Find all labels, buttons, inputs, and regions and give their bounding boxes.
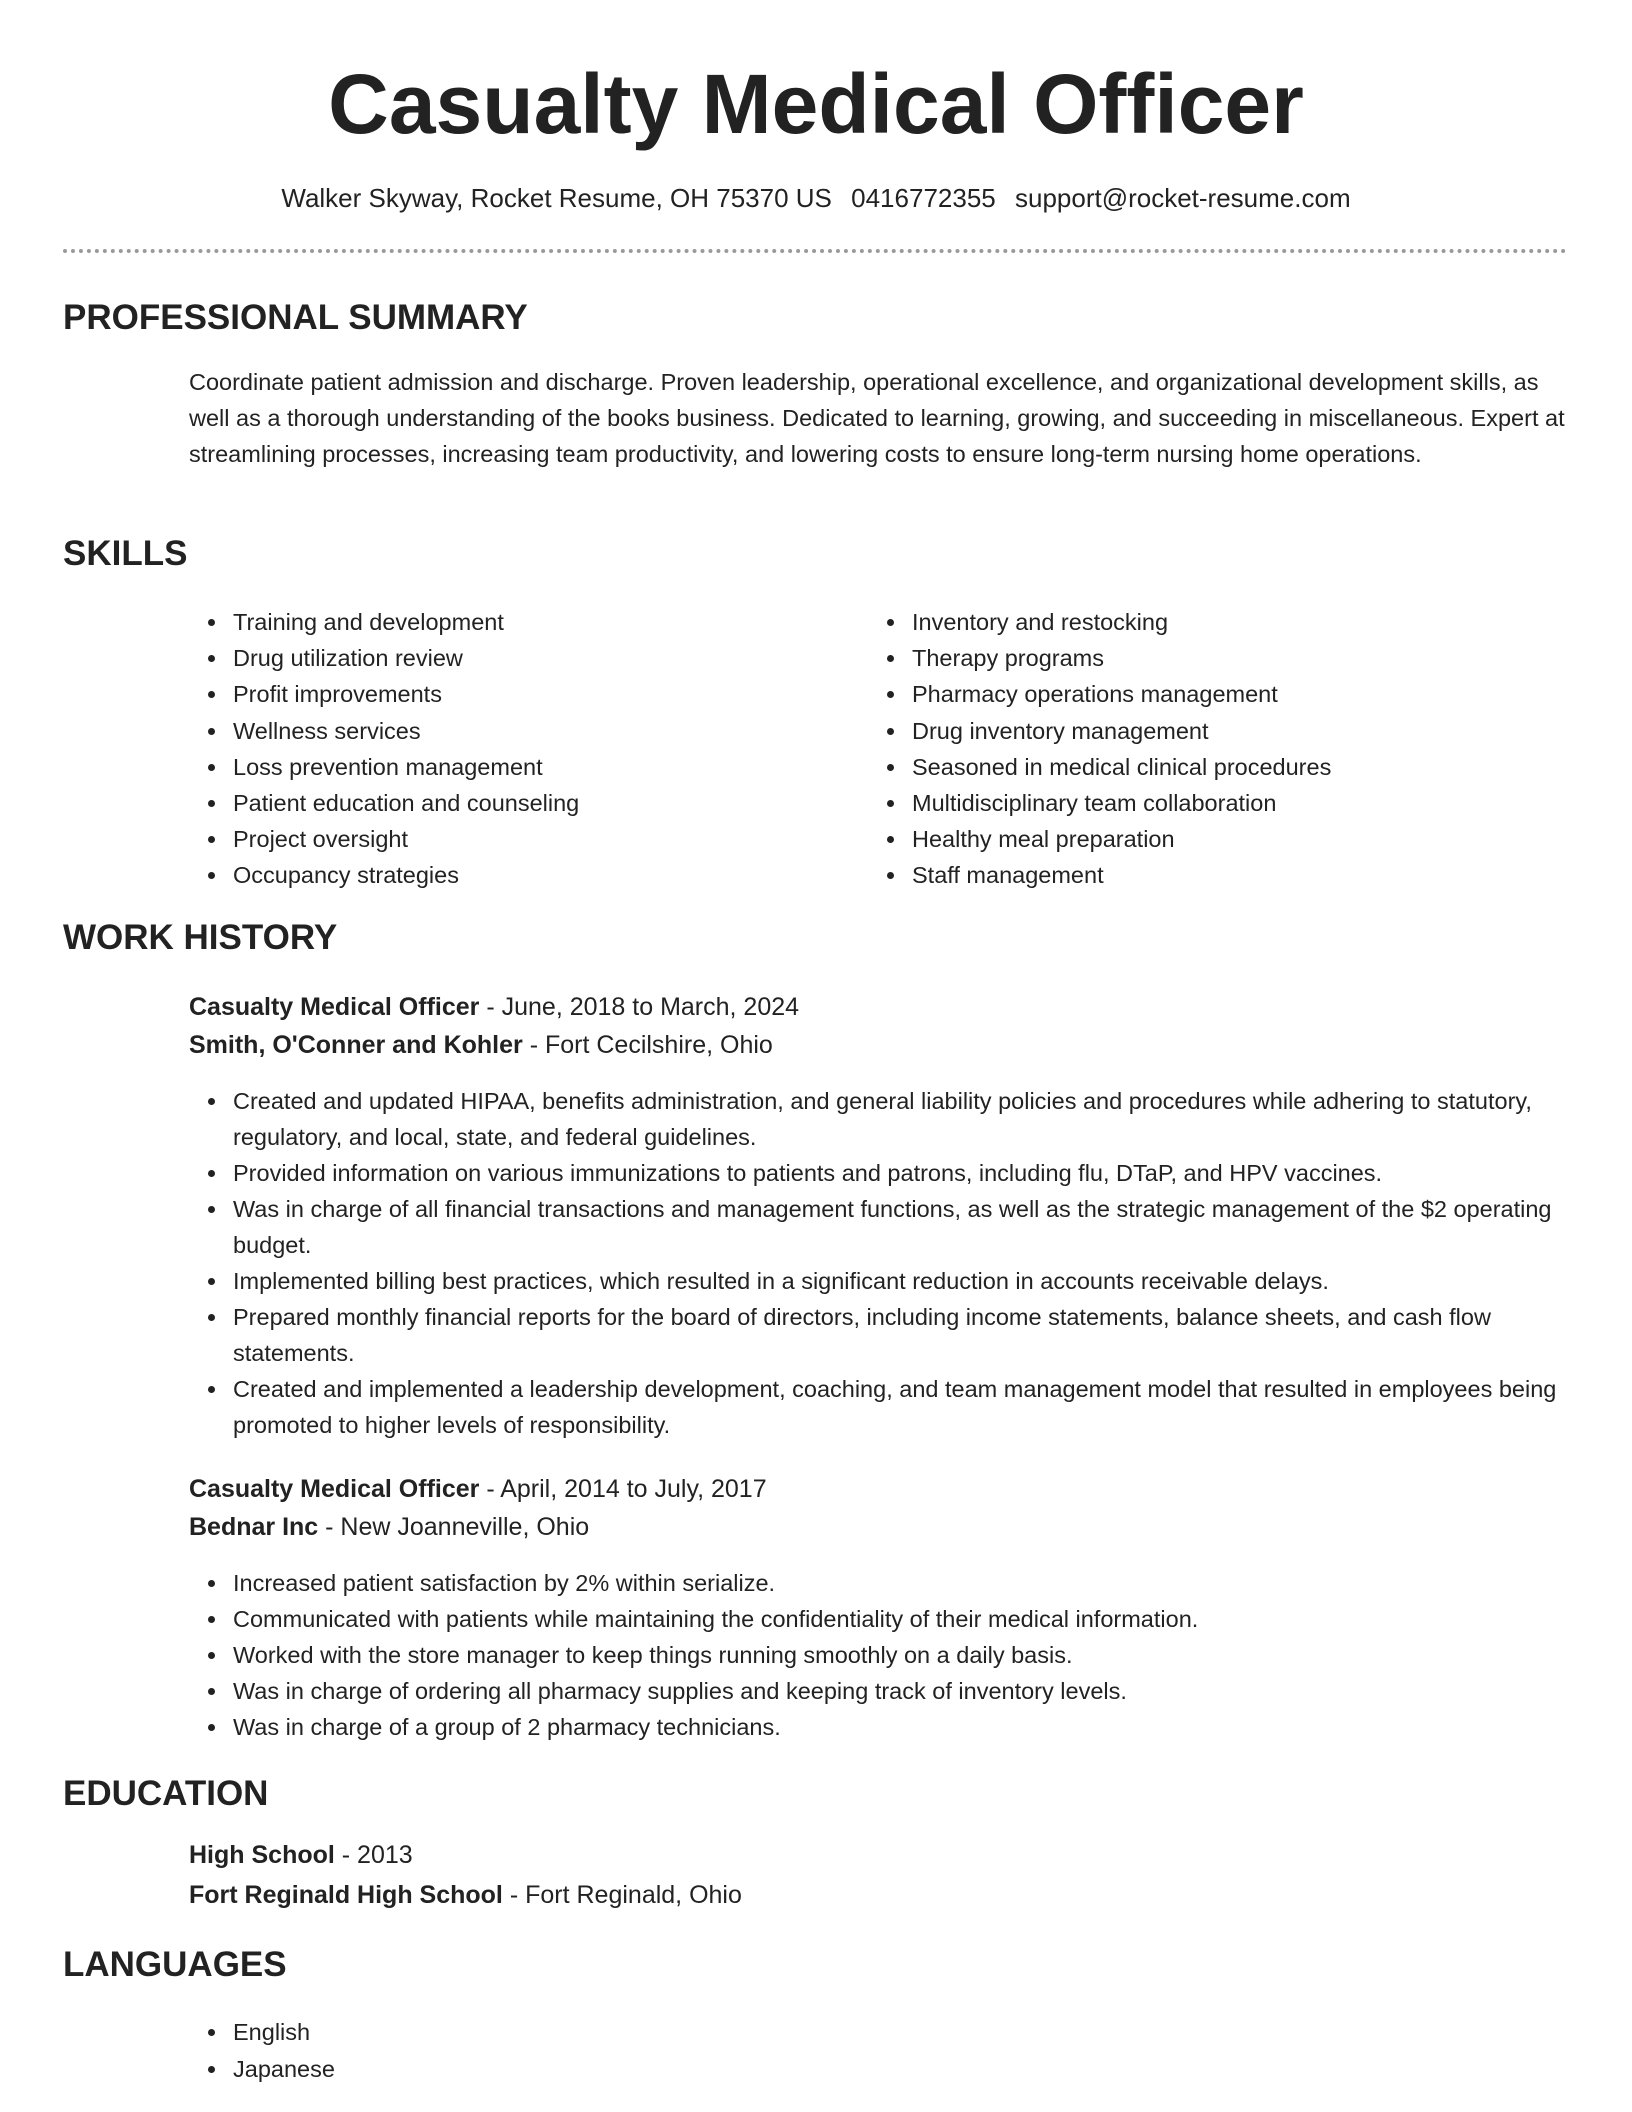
language-item: Japanese bbox=[189, 2051, 335, 2088]
job-bullet: Worked with the store manager to keep things running smoothly on a daily basis. bbox=[189, 1637, 1569, 1673]
header-divider bbox=[63, 249, 1567, 253]
education-degree: High School bbox=[189, 1841, 335, 1869]
contact-email: support@rocket-resume.com bbox=[1014, 183, 1351, 213]
job-bullets bbox=[189, 1083, 1569, 1443]
education-year: - 2013 bbox=[334, 1841, 413, 1869]
job-bullet: Implemented billing best practices, which resulted in a significant reduction in accounts receivable delays. bbox=[189, 1263, 1569, 1299]
skill-item: Wellness services bbox=[189, 713, 829, 749]
job-title-line bbox=[189, 1470, 767, 1508]
job-company: Bednar Inc bbox=[189, 1513, 319, 1541]
section-title-education: EDUCATION bbox=[63, 1774, 269, 1813]
job-dates: - April, 2014 to July, 2017 bbox=[479, 1475, 767, 1503]
education-degree-line bbox=[189, 1836, 413, 1874]
job-bullet: Communicated with patients while maintaining the confidentiality of their medical information. bbox=[189, 1601, 1569, 1637]
section-title-skills: SKILLS bbox=[63, 534, 188, 573]
job-bullet: Was in charge of a group of 2 pharmacy technicians. bbox=[189, 1709, 1569, 1745]
section-title-languages: LANGUAGES bbox=[63, 1945, 287, 1984]
job-title-line bbox=[189, 988, 799, 1026]
skill-item: Multidisciplinary team collaboration bbox=[868, 785, 1568, 821]
job-bullet: Created and implemented a leadership development, coaching, and team management model that resulted in employees being promoted to higher levels of responsibility. bbox=[189, 1371, 1569, 1443]
skill-item: Seasoned in medical clinical procedures bbox=[868, 749, 1568, 785]
job-location: - Fort Cecilshire, Ohio bbox=[522, 1031, 773, 1059]
skill-item: Healthy meal preparation bbox=[868, 821, 1568, 857]
job-bullet: Was in charge of all financial transactions and management functions, as well as the strategic management of the $2 operating budget. bbox=[189, 1191, 1569, 1263]
job-role: Casualty Medical Officer bbox=[189, 993, 480, 1021]
job-bullet: Increased patient satisfaction by 2% within serialize. bbox=[189, 1565, 1569, 1601]
skill-item: Drug utilization review bbox=[189, 640, 829, 676]
job-role: Casualty Medical Officer bbox=[189, 1475, 480, 1503]
job-bullet: Was in charge of ordering all pharmacy supplies and keeping track of inventory levels. bbox=[189, 1673, 1569, 1709]
job-bullet: Prepared monthly financial reports for the board of directors, including income statements, balance sheets, and cash flow statements. bbox=[189, 1299, 1569, 1371]
language-item: English bbox=[189, 2014, 335, 2051]
job-dates: - June, 2018 to March, 2024 bbox=[479, 993, 800, 1021]
skill-item: Training and development bbox=[189, 604, 829, 640]
job-company-line bbox=[189, 1508, 589, 1546]
education-school: Fort Reginald High School bbox=[189, 1881, 503, 1909]
job-location: - New Joanneville, Ohio bbox=[318, 1513, 590, 1541]
skill-item: Loss prevention management bbox=[189, 749, 829, 785]
job-company: Smith, O'Conner and Kohler bbox=[189, 1031, 523, 1059]
job-bullets bbox=[189, 1565, 1569, 1745]
skill-item: Inventory and restocking bbox=[868, 604, 1568, 640]
skills-list-left bbox=[189, 604, 829, 894]
job-bullet: Created and updated HIPAA, benefits administration, and general liability policies and procedures while adhering to statutory, regulatory, and local, state, and federal guidelines. bbox=[189, 1083, 1569, 1155]
skill-item: Drug inventory management bbox=[868, 713, 1568, 749]
skill-item: Pharmacy operations management bbox=[868, 676, 1568, 712]
job-bullet: Provided information on various immunizations to patients and patrons, including flu, DTaP, and HPV vaccines. bbox=[189, 1155, 1569, 1191]
skill-item: Therapy programs bbox=[868, 640, 1568, 676]
skill-item: Project oversight bbox=[189, 821, 829, 857]
languages-list bbox=[189, 2014, 335, 2088]
skill-item: Staff management bbox=[868, 857, 1568, 893]
section-title-summary: PROFESSIONAL SUMMARY bbox=[63, 298, 528, 337]
candidate-name: Casualty Medical Officer bbox=[328, 57, 1304, 151]
contact-line bbox=[0, 178, 1632, 218]
skill-item: Patient education and counseling bbox=[189, 785, 829, 821]
contact-phone: 0416772355 bbox=[851, 183, 996, 213]
education-location: - Fort Reginald, Ohio bbox=[502, 1881, 742, 1909]
section-title-work: WORK HISTORY bbox=[63, 918, 338, 957]
skill-item: Occupancy strategies bbox=[189, 857, 829, 893]
job-company-line bbox=[189, 1026, 773, 1064]
skill-item: Profit improvements bbox=[189, 676, 829, 712]
summary-text: Coordinate patient admission and discharge. Proven leadership, operational excellence, and organizational development skills, as well as a thorough understanding of the books business. Dedicated to learning, growing, and succeeding in miscellaneous. Expert at streamlining processes, increasing team productivity, and lowering costs to ensure long-term nursing home operations. bbox=[189, 369, 1565, 467]
skills-list-right bbox=[868, 604, 1568, 894]
education-school-line bbox=[189, 1876, 742, 1914]
contact-address: Walker Skyway, Rocket Resume, OH 75370 US bbox=[281, 183, 832, 213]
